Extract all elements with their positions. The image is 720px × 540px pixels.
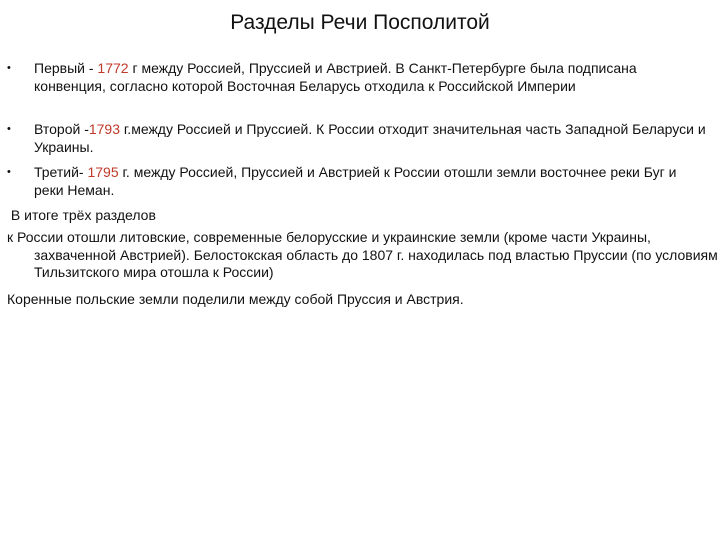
bullet-icon: • <box>7 62 11 74</box>
bullet-item-third-partition <box>7 164 707 199</box>
bullet-icon: • <box>7 123 11 135</box>
bullet-text <box>34 60 707 95</box>
partition-description: г.между Россией и Пруссией. К России отходит значительная часть Западной Беларуси и Украины. <box>34 121 706 155</box>
partition-year: 1772 <box>97 60 129 76</box>
bullet-text <box>34 121 707 156</box>
slide-title: Разделы Речи Посполитой <box>230 11 490 34</box>
bullet-item-first-partition <box>7 60 707 95</box>
partition-prefix: Первый - <box>34 60 98 76</box>
partition-description: г между Россией, Пруссией и Австрией. В Санкт-Петербурге была подписана конвенция, согласно которой Восточная Беларусь отходила к Российской Империи <box>34 60 637 94</box>
partition-description: г. между Россией, Пруссией и Австрией к России отошли земли восточнее реки Буг и реки Неман. <box>34 164 677 198</box>
bullet-text <box>34 164 707 199</box>
partition-year: 1793 <box>88 121 121 137</box>
bullet-icon: • <box>7 166 11 178</box>
partition-year: 1795 <box>87 164 119 180</box>
summary-body: к России отошли литовские, современные белорусские и украинские земли (кроме части Украины, захваченной Австрией). Белостокская область до 1807 г. находилась под властью Пруссии (по условиям Тильзитского мира отошла к России) <box>7 229 718 280</box>
bullet-item-second-partition <box>7 121 707 156</box>
summary-intro: В итоге трёх разделов <box>7 207 156 223</box>
partition-prefix: Третий- <box>34 164 88 180</box>
conclusion: Коренные польские земли поделили между собой Пруссия и Австрия. <box>7 291 464 307</box>
partition-prefix: Второй - <box>34 121 89 137</box>
